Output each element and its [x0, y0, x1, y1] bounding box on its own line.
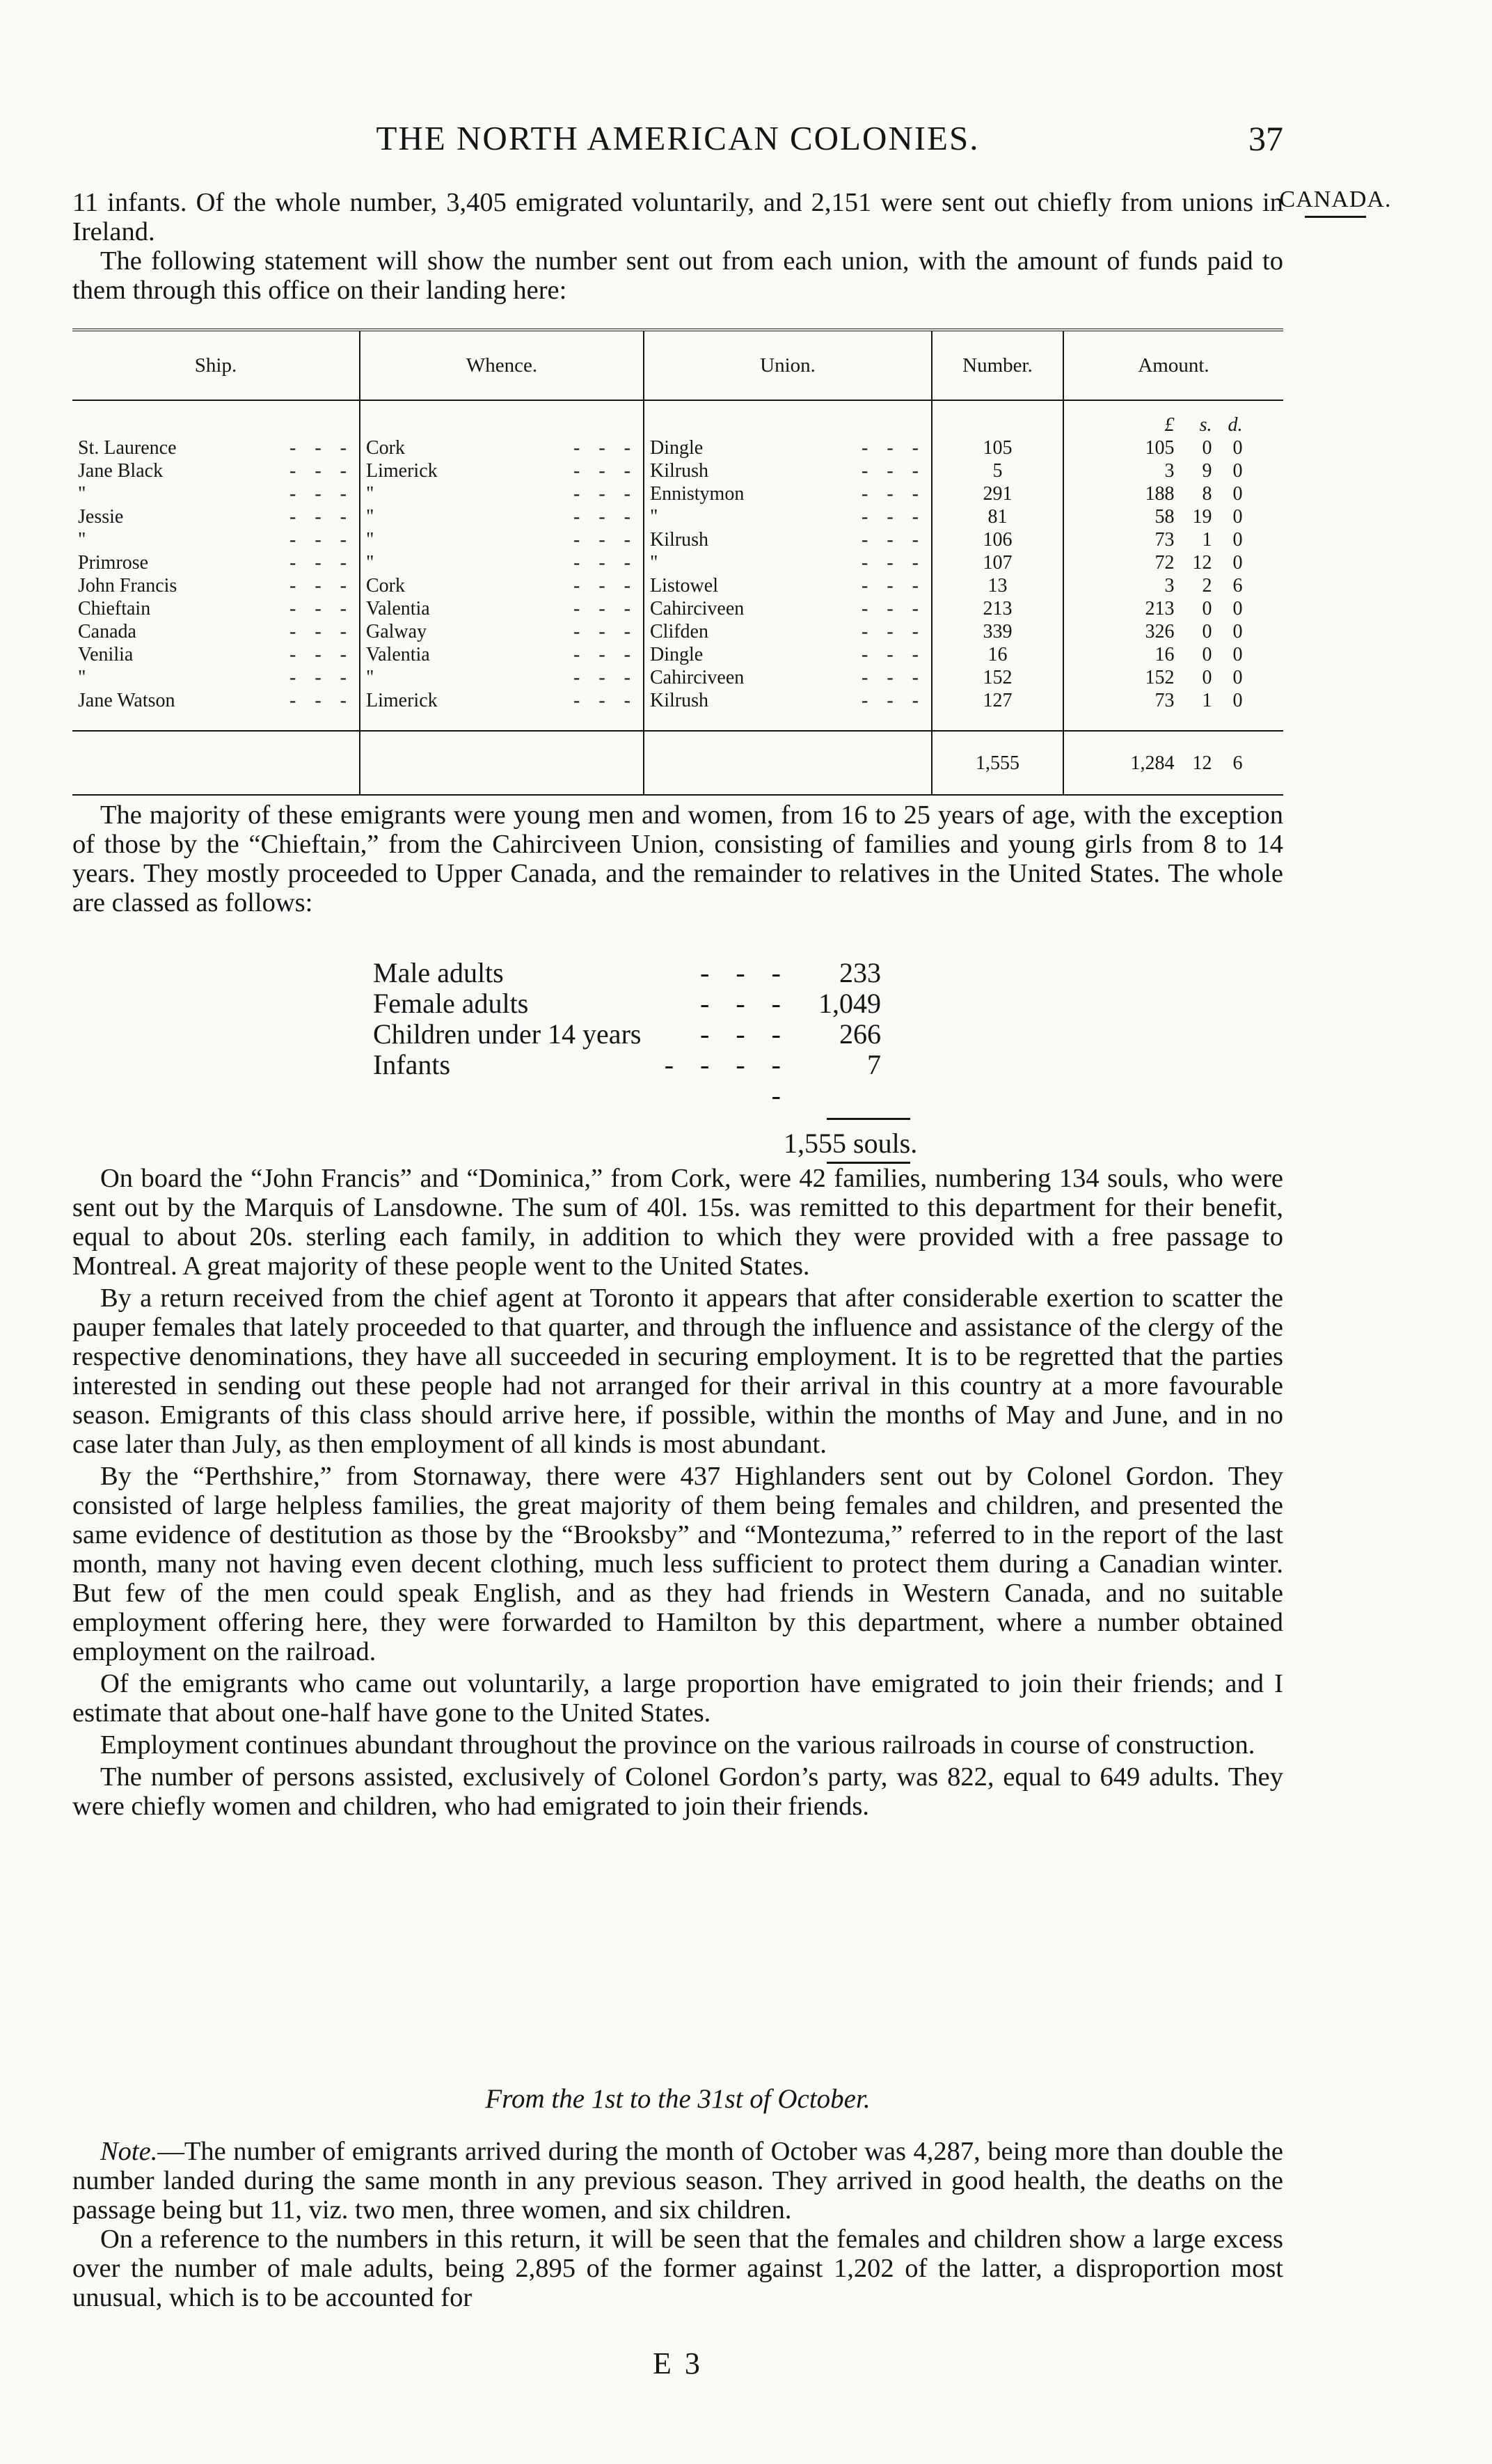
ship-name-cell — [78, 459, 354, 482]
ship-name-leader: - - - — [289, 644, 354, 665]
ship-name-leader: - - - — [289, 552, 354, 574]
union-name-cell — [650, 666, 926, 689]
whence-name-leader: - - - — [573, 506, 637, 528]
whence-name-cell — [366, 597, 637, 620]
amount-shillings: 19 — [1192, 506, 1212, 528]
union-name-cell — [650, 482, 926, 505]
amount-cell — [1070, 620, 1278, 643]
header-amount: Amount. — [1063, 330, 1283, 400]
total-pounds: 1,284 — [1130, 752, 1175, 774]
whence-name-cell — [366, 551, 637, 574]
currency-pounds: £ — [1164, 414, 1175, 436]
table-total-row — [72, 731, 1283, 795]
union-name: Dingle — [650, 644, 704, 665]
amount-cell — [1070, 505, 1278, 528]
whence-name-leader: - - - — [573, 690, 637, 711]
note-paragraph — [72, 2137, 1283, 2225]
main-paragraph: The number of persons assisted, exclusively of Colonel Gordon’s party, was 822, equal to 649 adults. They were chiefly women and children, who had emigrated to join their friends. — [72, 1762, 1283, 1821]
union-name-leader: - - - — [862, 690, 926, 711]
amount-pence: 0 — [1232, 437, 1243, 459]
amount-pounds: 3 — [1164, 460, 1175, 482]
amount-cell — [1070, 597, 1278, 620]
note-label: Note. — [100, 2137, 158, 2166]
whence-name-leader: - - - — [573, 552, 637, 574]
total-pence: 6 — [1232, 752, 1243, 774]
union-name: Listowel — [650, 575, 718, 597]
whence-name: " — [366, 529, 374, 551]
whence-name: " — [366, 506, 374, 528]
intro-text — [72, 188, 1283, 305]
amount-pence: 0 — [1232, 460, 1243, 482]
ship-name-cell — [78, 436, 354, 459]
number-cell: 16 — [987, 644, 1008, 665]
ship-name-leader: - - - — [289, 483, 354, 505]
whence-name-leader: - - - — [573, 483, 637, 505]
amount-pence: 0 — [1232, 506, 1243, 528]
table-body-row — [72, 400, 1283, 731]
amount-list — [1070, 413, 1278, 712]
classification-leader: - - - - - — [664, 1049, 791, 1111]
number-column — [932, 400, 1063, 731]
classification-label: Infants — [373, 1049, 451, 1080]
ship-name: Primrose — [78, 552, 149, 574]
union-name: Kilrush — [650, 690, 708, 711]
number-cell: 107 — [983, 552, 1013, 574]
main-paragraph: By the “Perthshire,” from Stornaway, there were 437 Highlanders sent out by Colonel Gordon. They consisted of large helpless families, the great majority of them being females and children, and presented the same evidence of destitution as those by the “Brooksby” and “Montezuma,” referred to in the report of the last month, many not having even decent clothing, much less sufficient to protect them during a Canadian winter. But few of the men could speak English, and as they had friends in Western Canada, and no suitable employment offering here, they were forwarded to Hamilton by this department, where a number obtained employment on the railroad. — [72, 1462, 1283, 1666]
whence-list — [366, 413, 637, 712]
classification-value: 266 — [839, 1018, 881, 1050]
intro-paragraph-1: 11 infants. Of the whole number, 3,405 emigrated voluntarily, and 2,151 were sent out chiefly from unions in Ireland. — [72, 188, 1283, 246]
whence-name-leader: - - - — [573, 460, 637, 482]
amount-shillings: 0 — [1202, 598, 1212, 619]
number-cell: 127 — [983, 690, 1013, 711]
amount-pounds: 16 — [1154, 644, 1175, 665]
union-name-leader: - - - — [862, 644, 926, 665]
majority-paragraph: The majority of these emigrants were young men and women, from 16 to 25 years of age, with the exception of those by the “Chieftain,” from the Cahirciveen Union, consisting of families and young girls from 8 to 14 years. They mostly proceeded to Upper Canada, and the remainder to relatives in the United States. The whole are classed as follows: — [72, 800, 1283, 917]
amount-shillings: 0 — [1202, 437, 1212, 459]
amount-cell — [1070, 551, 1278, 574]
classification-row — [373, 988, 999, 1019]
union-name: Kilrush — [650, 460, 708, 482]
majority-text — [72, 800, 1283, 917]
classification-leader: - - - — [700, 957, 791, 988]
intro-paragraph-2: The following statement will show the number sent out from each union, with the amount of funds paid to them through this office on their landing here: — [72, 246, 1283, 305]
union-name-cell — [650, 505, 926, 528]
classification-value: 1,049 — [818, 988, 881, 1019]
union-name-cell — [650, 459, 926, 482]
main-paragraph: By a return received from the chief agent at Toronto it appears that after considerable exertion to scatter the pauper females that lately proceeded to that quarter, and through the influence and assistance of the clergy of the respective denominations, they have all succeeded in securing employment. It is to be regretted that the parties interested in sending out these people had not arranged for their arrival in this country at a more favourable season. Emigrants of this class should arrive here, if possible, within the months of May and June, and in no case later than July, as then employment of all kinds is most abundant. — [72, 1284, 1283, 1459]
union-name-leader: - - - — [862, 437, 926, 459]
amount-pounds: 213 — [1145, 598, 1175, 619]
number-list — [938, 413, 1057, 712]
main-paragraph: Employment continues abundant throughout the province on the various railroads in course of construction. — [100, 1730, 1255, 1760]
union-name-cell — [650, 436, 926, 459]
whence-name: Cork — [366, 437, 405, 459]
union-name-leader: - - - — [862, 529, 926, 551]
amount-shillings: 12 — [1192, 552, 1212, 574]
ship-name-cell — [78, 689, 354, 712]
number-cell: 5 — [992, 460, 1003, 482]
whence-name-leader: - - - — [573, 667, 637, 688]
union-name: " — [650, 552, 658, 574]
classification-label: Children under 14 years — [373, 1018, 642, 1050]
whence-name-leader: - - - — [573, 598, 637, 619]
classification-value: 7 — [867, 1049, 881, 1080]
ship-name-cell — [78, 666, 354, 689]
table-header-row — [72, 330, 1283, 400]
amount-shillings: 0 — [1202, 621, 1212, 642]
ship-union-table — [72, 329, 1283, 796]
union-name-cell — [650, 620, 926, 643]
amount-cell — [1070, 574, 1278, 597]
ship-name-cell — [78, 551, 354, 574]
whence-name: Limerick — [366, 460, 438, 482]
whence-name-leader: - - - — [573, 575, 637, 597]
signature-mark: E 3 — [653, 2346, 703, 2380]
union-name-leader: - - - — [862, 460, 926, 482]
whence-name-cell — [366, 459, 637, 482]
union-name-leader: - - - — [862, 621, 926, 642]
margin-note-text: CANADA. — [1279, 187, 1392, 212]
classification-total: 1,555 souls. — [784, 1128, 918, 1159]
ship-name: " — [78, 667, 86, 688]
number-cell: 105 — [983, 437, 1013, 459]
total-number: 1,555 — [932, 731, 1063, 795]
union-name: Cahirciveen — [650, 667, 745, 688]
amount-cell — [1070, 436, 1278, 459]
ship-name: Jane Watson — [78, 690, 175, 711]
amount-shillings: 1 — [1202, 690, 1212, 711]
union-name-leader: - - - — [862, 506, 926, 528]
whence-name-cell — [366, 643, 637, 666]
union-name: Kilrush — [650, 529, 708, 551]
ship-name-cell — [78, 482, 354, 505]
classification-row — [373, 958, 999, 988]
ship-name-cell — [78, 597, 354, 620]
classification-row — [373, 1050, 999, 1111]
currency-shillings: s. — [1199, 414, 1212, 436]
header-union: Union. — [644, 330, 932, 400]
ship-name-leader: - - - — [289, 460, 354, 482]
union-name: " — [650, 506, 658, 528]
ship-name: " — [78, 483, 86, 505]
whence-name: " — [366, 667, 374, 688]
whence-name-leader: - - - — [573, 529, 637, 551]
ship-name-leader: - - - — [289, 598, 354, 619]
total-shillings: 12 — [1192, 752, 1212, 774]
ship-name: Jessie — [78, 506, 124, 528]
amount-shillings: 8 — [1202, 483, 1212, 505]
classification-value: 233 — [839, 957, 881, 988]
amount-shillings: 9 — [1202, 460, 1212, 482]
number-cell: 13 — [987, 575, 1008, 597]
main-paragraph: Of the emigrants who came out voluntarily, a large proportion have emigrated to join their friends; and I estimate that about one-half have gone to the United States. — [72, 1669, 1283, 1728]
union-column — [644, 400, 932, 731]
amount-cell — [1070, 459, 1278, 482]
amount-pence: 0 — [1232, 644, 1243, 665]
whence-name: " — [366, 552, 374, 574]
october-subheading: From the 1st to the 31st of October. — [485, 2084, 871, 2114]
number-cell: 152 — [983, 667, 1013, 688]
whence-name-leader: - - - — [573, 621, 637, 642]
classification-total-rule — [827, 1118, 910, 1120]
ship-name: Chieftain — [78, 598, 151, 619]
amount-shillings: 0 — [1202, 644, 1212, 665]
whence-column — [360, 400, 644, 731]
whence-name-cell — [366, 666, 637, 689]
amount-pounds: 3 — [1164, 575, 1175, 597]
margin-note-rule — [1305, 216, 1366, 218]
amount-pence: 0 — [1232, 552, 1243, 574]
currency-header — [1070, 413, 1278, 436]
amount-pounds: 72 — [1154, 552, 1175, 574]
amount-pounds: 58 — [1154, 506, 1175, 528]
ship-name: Jane Black — [78, 460, 164, 482]
ship-table-wrapper — [72, 329, 1283, 796]
classification-label: Female adults — [373, 988, 529, 1019]
amount-cell — [1070, 643, 1278, 666]
whence-name: Galway — [366, 621, 427, 642]
amount-cell — [1070, 528, 1278, 551]
currency-pence: d. — [1228, 414, 1243, 436]
whence-name-cell — [366, 689, 637, 712]
union-name: Cahirciveen — [650, 598, 745, 619]
amount-cell — [1070, 482, 1278, 505]
number-cell: 291 — [983, 483, 1013, 505]
union-name-leader: - - - — [862, 667, 926, 688]
amount-shillings: 1 — [1202, 529, 1212, 551]
ship-name-leader: - - - — [289, 575, 354, 597]
whence-name: " — [366, 483, 374, 505]
number-cell: 213 — [983, 598, 1013, 619]
union-name: Dingle — [650, 437, 704, 459]
page-title: THE NORTH AMERICAN COLONIES. — [376, 119, 980, 157]
ship-name-leader: - - - — [289, 437, 354, 459]
ship-name-cell — [78, 574, 354, 597]
amount-pounds: 73 — [1154, 529, 1175, 551]
union-name-cell — [650, 689, 926, 712]
amount-pounds: 73 — [1154, 690, 1175, 711]
ship-name: Venilia — [78, 644, 134, 665]
number-cell: 81 — [987, 506, 1008, 528]
number-cell: 106 — [983, 529, 1013, 551]
classification-leader: - - - — [700, 988, 791, 1019]
classification-label: Male adults — [373, 957, 504, 988]
ship-name-cell — [78, 620, 354, 643]
union-name-leader: - - - — [862, 575, 926, 597]
whence-name: Valentia — [366, 598, 430, 619]
ship-name-leader: - - - — [289, 506, 354, 528]
main-text — [72, 1164, 1283, 1824]
amount-pence: 0 — [1232, 598, 1243, 619]
union-name: Ennistymon — [650, 483, 745, 505]
amount-cell — [1070, 689, 1278, 712]
ship-list — [78, 413, 354, 712]
header-number: Number. — [932, 330, 1063, 400]
note-body: —The number of emigrants arrived during the month of October was 4,287, being more than double the number landed during the same month in any previous season. They arrived in good health, the deaths on the passage being but 11, viz. two men, three women, and six children. — [72, 2137, 1283, 2225]
union-name-cell — [650, 643, 926, 666]
whence-name: Limerick — [366, 690, 438, 711]
ship-name: St. Laurence — [78, 437, 177, 459]
union-name-cell — [650, 551, 926, 574]
union-list — [650, 413, 926, 712]
whence-name: Valentia — [366, 644, 430, 665]
whence-name: Cork — [366, 575, 405, 597]
union-name-leader: - - - — [862, 598, 926, 619]
ship-column — [72, 400, 360, 731]
amount-pence: 0 — [1232, 621, 1243, 642]
amount-pounds: 188 — [1145, 483, 1175, 505]
ship-name-leader: - - - — [289, 690, 354, 711]
union-name-leader: - - - — [862, 483, 926, 505]
amount-shillings: 2 — [1202, 575, 1212, 597]
amount-pence: 6 — [1232, 575, 1243, 597]
whence-name-cell — [366, 505, 637, 528]
header-whence: Whence. — [360, 330, 644, 400]
whence-name-cell — [366, 574, 637, 597]
page-header — [72, 118, 1283, 160]
ship-name-leader: - - - — [289, 667, 354, 688]
amount-pence: 0 — [1232, 667, 1243, 688]
union-name-leader: - - - — [862, 552, 926, 574]
ship-name-cell — [78, 528, 354, 551]
amount-pence: 0 — [1232, 529, 1243, 551]
margin-note — [1269, 187, 1402, 218]
whence-name-cell — [366, 436, 637, 459]
whence-name-cell — [366, 482, 637, 505]
union-name-cell — [650, 597, 926, 620]
ship-name: Canada — [78, 621, 136, 642]
amount-pence: 0 — [1232, 483, 1243, 505]
amount-pounds: 326 — [1145, 621, 1175, 642]
ship-name: John Francis — [78, 575, 177, 597]
ship-name-cell — [78, 643, 354, 666]
whence-name-cell — [366, 528, 637, 551]
classification-leader: - - - — [700, 1018, 791, 1050]
closing-paragraph: On a reference to the numbers in this return, it will be seen that the females and children show a large excess over the number of male adults, being 2,895 of the former against 1,202 of the latter, a disproportion most unusual, which is to be accounted for — [72, 2225, 1283, 2312]
page-number: 37 — [1248, 119, 1283, 158]
ship-name-cell — [78, 505, 354, 528]
classification-list — [373, 958, 999, 1164]
header-ship: Ship. — [72, 330, 360, 400]
amount-shillings: 0 — [1202, 667, 1212, 688]
ship-name: " — [78, 529, 86, 551]
union-name: Clifden — [650, 621, 708, 642]
amount-cell — [1070, 666, 1278, 689]
ship-name-leader: - - - — [289, 621, 354, 642]
whence-name-leader: - - - — [573, 644, 637, 665]
union-name-cell — [650, 574, 926, 597]
union-name-cell — [650, 528, 926, 551]
whence-name-cell — [366, 620, 637, 643]
total-amount — [1063, 731, 1283, 795]
note-text — [72, 2137, 1283, 2312]
amount-pounds: 152 — [1145, 667, 1175, 688]
amount-pounds: 105 — [1145, 437, 1175, 459]
ship-name-leader: - - - — [289, 529, 354, 551]
classification-row — [373, 1019, 999, 1050]
amount-pence: 0 — [1232, 690, 1243, 711]
whence-name-leader: - - - — [573, 437, 637, 459]
amount-column — [1063, 400, 1283, 731]
main-paragraph: On board the “John Francis” and “Dominica,” from Cork, were 42 families, numbering 134 souls, who were sent out by the Marquis of Lansdowne. The sum of 40l. 15s. was remitted to this department for their benefit, equal to about 20s. sterling each family, in addition to which they were provided with a free passage to Montreal. A great majority of these people went to the United States. — [72, 1164, 1283, 1281]
number-cell: 339 — [983, 621, 1013, 642]
